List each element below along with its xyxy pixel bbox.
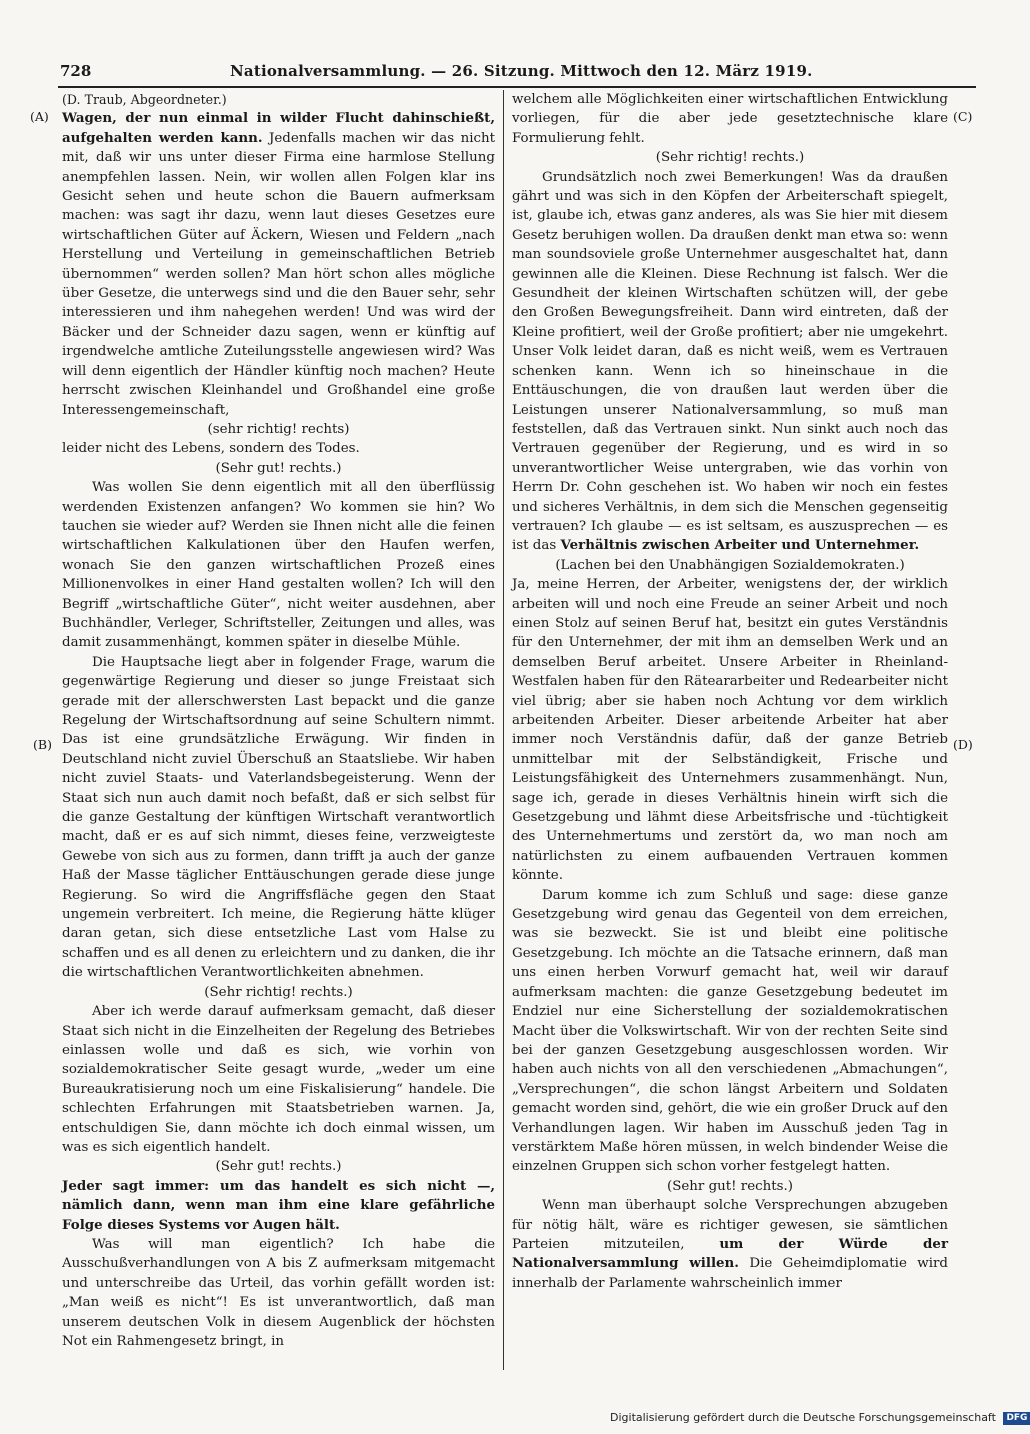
speaker-line: (D. Traub, Abgeordneter.) [62, 92, 227, 107]
footer-text: Digitalisierung gefördert durch die Deutsche Forschungsgemeinschaft [610, 1411, 996, 1424]
page-number: 728 [60, 62, 92, 80]
paragraph [62, 109, 495, 420]
interjection: (Sehr gut! rechts.) [666, 1178, 793, 1194]
paragraph [512, 168, 948, 556]
right-column [512, 90, 948, 1360]
margin-mark-b: (B) [33, 737, 52, 752]
running-title: Nationalversammlung. — 26. Sitzung. Mittwoch den 12. März 1919. [230, 62, 813, 80]
interjection: (Sehr gut! rechts.) [215, 460, 342, 476]
page-header [60, 62, 970, 84]
body-text: Die Geheimdiplomatie wird innerhalb der Parlamente wahrscheinlich immer [512, 1256, 948, 1291]
margin-mark-c: (C) [953, 109, 973, 124]
paragraph: Darum komme ich zum Schluß und sage: diese ganze Gesetzgebung wird genau das Gegenteil von dem erreichen, was sie bezweckt. Sie ist und bleibt eine politische Gesetzgebung. Ich möchte an die Tatsache erinnern, daß man uns einen herben Vorwurf gemacht hat, weil wir darauf aufmerksam machten: die ganze Gesetzgebung bedeutet im Endziel nur eine Sicherstellung der sozialdemokratischen Macht über die Volkswirtschaft. Wir von der rechten Seite sind bei der ganzen Gesetzgebung ausgeschlossen worden. Wir haben auch nichts von all den verschiedenen „Abmachungen“, „Versprechungen“, die schon längst Arbeitern und Soldaten gemacht worden sind, gehört, die wie ein großer Druck auf den Verhandlungen lagen. Wir haben im Ausschuß jeden Tag in verstärktem Maße hören müssen, in welch bindender Weise die einzelnen Gruppen sich schon vorher festgelegt hatten. [512, 887, 948, 1175]
emphasis-text: um der Würde der Nationalversammlung willen. [512, 1235, 948, 1272]
interjection: (Sehr richtig! rechts.) [204, 984, 353, 1000]
body-text: Wenn man überhaupt solche Versprechungen abzugeben für nötig hält, wäre es richtiger gewesen, sie sämtlichen Parteien mitzuteilen, [512, 1198, 948, 1252]
paragraph: leider nicht des Lebens, sondern des Todes. [62, 441, 360, 457]
paragraph: Ja, meine Herren, der Arbeiter, wenigstens der, der wirklich arbeiten will und noch eine Freude an seiner Arbeit und noch einen Stolz auf seinen Beruf hat, besitzt ein gutes Verständnis für den Unternehmer, der mit ihm an demselben Werk und an demselben Beruf arbeitet. Unsere Arbeiter in Rheinland-Westfalen haben für den Räteararbeiter und Redearbeiter nicht viel übrig; aber sie haben noch Achtung vor dem wirklich arbeitenden Arbeiter. Dieser arbeitende Arbeiter hat aber immer noch Verständnis dafür, daß der ganze Betrieb unmittelbar mit der Selbständigkeit, Frische und Leistungsfähigkeit des Unternehmers zusammenhängt. Nun, sage ich, gerade in dieses Verhältnis hinein wirft sich die Gesetzgebung und lähmt diese Arbeitsfrische und -tüchtigkeit des Unternehmertums und zerstört da, wo man noch am natürlichsten zu einem aufbauenden Vertrauen kommen könnte. [512, 577, 948, 884]
column-divider [503, 90, 504, 1370]
left-column [62, 90, 495, 1360]
paragraph [512, 1196, 948, 1293]
paragraph: Aber ich werde darauf aufmerksam gemacht, daß dieser Staat sich nicht in die Einzelheiten der Regelung des Betriebes einlassen wolle und daß es sich, wie vorhin von sozialdemokratischer Seite gesagt wurde, „weder um eine Bureaukratisierung noch um eine Fiskalisierung“ handele. Die schlechten Erfahrungen mit Staatsbetrieben warnen. Ja, entschuldigen Sie, dann möchte ich doch einmal wissen, um was es sich eigentlich handelt. [62, 1004, 495, 1155]
digitization-footer [610, 1411, 1028, 1427]
emphasis-text: Wagen, der nun einmal in wilder Flucht dahinschießt, aufgehalten werden kann. [62, 110, 495, 146]
body-text: Jedenfalls machen wir das nicht mit, daß wir uns unter dieser Firma eine harmlose Stellung anempfehlen lassen. Nein, wir wollen allen Folgen klar ins Gesicht sehen und heute schon die Bauern aufmerksam machen: was sagt ihr dazu, wenn laut dieses Gesetzes eure wirtschaftlichen Güter auf Äckern, Wiesen und Feldern „nach Herstellung und Verteilung in gemeinschaftlichen Betrieb übernommen“ werden sollen? Man hört schon alles mögliche über Gesetze, die unterwegs sind und die den Bauer sehr, sehr interessieren und ihm nahegehen werden! Und was wird der Bäcker und der Schneider dazu sagen, wenn er künftig auf irgendwelche amtliche Zuteilungsstelle angewiesen wird? Was will denn eigentlich der Händler künftig noch machen? Heute herrscht zwischen Kleinhandel und Großhandel eine große Interessengemeinschaft, [62, 130, 495, 418]
body-text: Grundsätzlich noch zwei Bemerkungen! Was da draußen gährt und was sich in den Köpfen der Arbeiterschaft spiegelt, ist, glaube ich, etwas ganz anderes, als was Sie hier mit diesem Gesetz beruhigen wollen. Da draußen denkt man etwa so: wenn man soundsoviele große Unternehmer ausgeschaltet hat, dann gewinnen alle die Kleinen. Diese Rechnung ist falsch. Wer die Gesundheit der kleinen Wirtschaften schützen will, der gebe den Großen Bewegungsfreiheit. Dann wird eintreten, daß der Kleine profitiert, weil der Große profitiert; aber nie umgekehrt. Unser Volk leidet daran, daß es nicht weiß, wem es Vertrauen schenken kann. Wenn ich so hineinschaue in die Enttäuschungen, die von draußen laut werden über die Leistungen unserer Nationalversammlung, so muß man feststellen, daß das Vertrauen sinkt. Nun sinkt auch noch das Vertrauen gegenüber der Regierung, und es wird in so unverantwortlicher Weise untergraben, wie das vorhin von Herrn Dr. Cohn geschehen ist. Wo haben wir noch ein festes und sicheres Verhältnis, in dem sich die Menschen gegenseitig vertrauen? Ich glaube — es ist seltsam, es auszusprechen — es ist das [512, 169, 948, 554]
dfg-logo: DFG [1003, 1412, 1030, 1425]
paragraph: Die Hauptsache liegt aber in folgender Frage, warum die gegenwärtige Regierung und dieser so junge Freistaat sich gerade mit der allerschwersten Last bepackt und die ganze Regelung der Wirtschaftsordnung auf seine Schultern nimmt. Das ist eine grundsätzliche Erwägung. Wir finden in Deutschland nicht zuviel Überschuß an Staatsliebe. Wir haben nicht zuviel Staats- und Vaterlandsbegeisterung. Wenn der Staat sich nun auch damit noch befaßt, daß er sich selbst für die ganze Gestaltung der künftigen Wirtschaft verantwortlich macht, daß er es auf sich nimmt, dieses feine, verzweigteste Gewebe von sich aus zu formen, dann trifft ja auch der ganze Haß der Masse täglicher Enttäuschungen gerade diese junge Regierung. So wird die Angriffsfläche gegen den Staat ungemein verbreitert. Ich meine, die Regierung hätte klüger daran getan, sich diese entsetzliche Last vom Halse zu schaffen und es all denen zu erleichtern und zu danken, die ihr die wirtschaftlichen Verantwortlichkeiten abnehmen. [62, 654, 495, 981]
paragraph: Was wollen Sie denn eigentlich mit all den überflüssig werdenden Existenzen anfangen? Wo kommen sie hin? Wo tauchen sie wieder auf? Werden sie Ihnen nicht alle die feinen wirtschaftlichen Kalkulationen über den Haufen werfen, wonach Sie den ganzen wirtschaftlichen Prozeß eines Millionenvolkes in einer Hand gestalten wollen? Ich will den Begriff „wirtschaftliche Güter“, nicht weiter ausdehnen, aber Buchhändler, Verleger, Schriftsteller, Zeitungen und alles, was damit zusammenhängt, kommen später in dieselbe Mühle. [62, 480, 495, 651]
emphasis-text: Verhältnis zwischen Arbeiter und Unternehmer. [560, 537, 920, 554]
emphasis-paragraph: Jeder sagt immer: um das handelt es sich nicht —, nämlich dann, wenn man ihm eine klare gefährliche Folge dieses Systems vor Augen hält. [62, 1177, 495, 1233]
header-rule [58, 86, 976, 88]
margin-mark-a: (A) [30, 109, 49, 124]
interjection: (Sehr richtig! rechts.) [655, 150, 805, 166]
paragraph: Was will man eigentlich? Ich habe die Ausschußverhandlungen von A bis Z aufmerksam mitgemacht und unterschreibe das Urteil, das vorhin gefällt worden ist: „Man weiß es nicht“! Es ist unverantwortlich, daß man unserem deutschen Volk in diesem Augenblick der höchsten Not ein Rahmengesetz bringt, in [62, 1236, 495, 1349]
paragraph: welchem alle Möglichkeiten einer wirtschaftlichen Entwicklung vorliegen, für die aber jede gesetztechnische klare Formulierung fehlt. [512, 92, 948, 146]
margin-mark-d: (D) [953, 737, 973, 752]
interjection: (Lachen bei den Unabhängigen Sozialdemokraten.) [555, 557, 905, 573]
interjection: (Sehr gut! rechts.) [215, 1159, 342, 1175]
interjection: (sehr richtig! rechts) [207, 421, 350, 437]
